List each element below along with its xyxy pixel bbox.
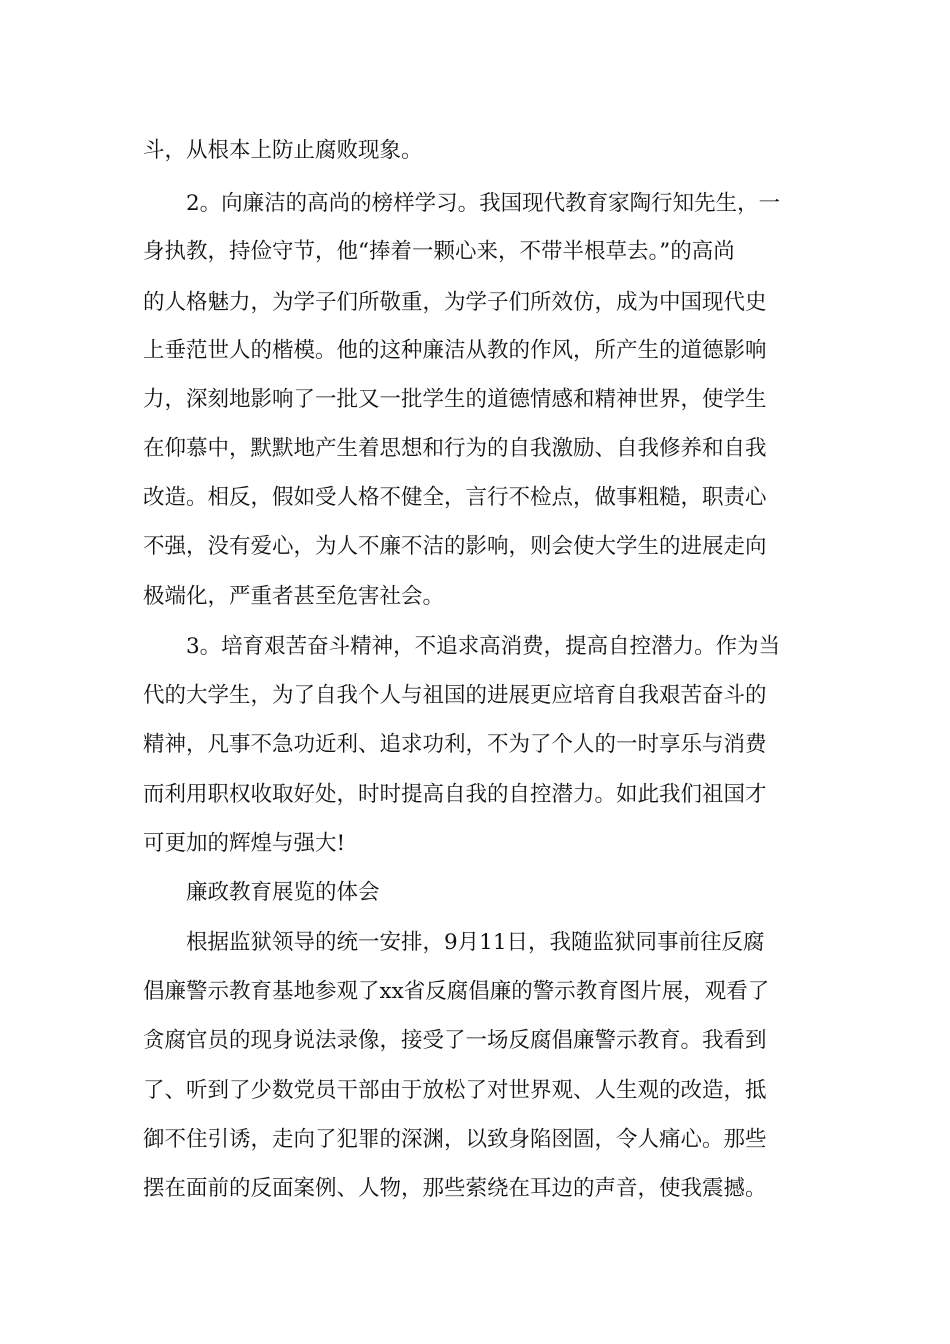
text-line: 斗，从根本上防止腐败现象。 xyxy=(143,138,423,163)
text-line: 在仰慕中，默默地产生着思想和行为的自我激励、自我修养和自我 xyxy=(143,436,767,461)
paragraph-start-line: 2。向廉洁的高尚的榜样学习。我国现代教育家陶行知先生，一 xyxy=(186,191,781,216)
text-line: 倡廉警示教育基地参观了xx省反腐倡廉的警示教育图片展，观看了 xyxy=(143,979,770,1004)
text-line: 而利用职权收取好处，时时提高自我的自控潜力。如此我们祖国才 xyxy=(143,782,767,807)
paragraph-start-line: 根据监狱领导的统一安排，9月11日，我随监狱同事前往反腐 xyxy=(186,930,765,955)
text-line: 摆在面前的反面案例、人物，那些萦绕在耳边的声音，使我震撼。 xyxy=(143,1176,767,1201)
text-line: 改造。相反，假如受人格不健全，言行不检点，做事粗糙，职责心 xyxy=(143,485,767,510)
text-line: 可更加的辉煌与强大! xyxy=(143,831,346,856)
text-line: 精神，凡事不急功近利、追求功利，不为了个人的一时享乐与消费 xyxy=(143,732,767,757)
text-line: 的人格魅力，为学子们所敬重，为学子们所效仿，成为中国现代史 xyxy=(143,290,767,315)
text-line: 贪腐官员的现身说法录像，接受了一场反腐倡廉警示教育。我看到 xyxy=(143,1028,767,1053)
section-heading: 廉政教育展览的体会 xyxy=(186,880,380,905)
text-line: 身执教，持俭守节，他“捧着一颗心来，不带半根草去。”的高尚 xyxy=(143,239,735,264)
text-line: 代的大学生，为了自我个人与祖国的进展更应培育自我艰苦奋斗的 xyxy=(143,683,767,708)
paragraph-start-line: 3。培育艰苦奋斗精神，不追求高消费，提高自控潜力。作为当 xyxy=(186,634,781,659)
text-line: 了、听到了少数党员干部由于放松了对世界观、人生观的改造，抵 xyxy=(143,1078,767,1103)
text-line: 力，深刻地影响了一批又一批学生的道德情感和精神世界，使学生 xyxy=(143,387,767,412)
text-line: 上垂范世人的楷模。他的这种廉洁从教的作风，所产生的道德影响 xyxy=(143,338,767,363)
text-line: 极端化，严重者甚至危害社会。 xyxy=(143,584,445,609)
text-line: 御不住引诱，走向了犯罪的深渊，以致身陷囹圄，令人痛心。那些 xyxy=(143,1127,767,1152)
text-line: 不强，没有爱心，为人不廉不洁的影响，则会使大学生的进展走向 xyxy=(143,534,767,559)
